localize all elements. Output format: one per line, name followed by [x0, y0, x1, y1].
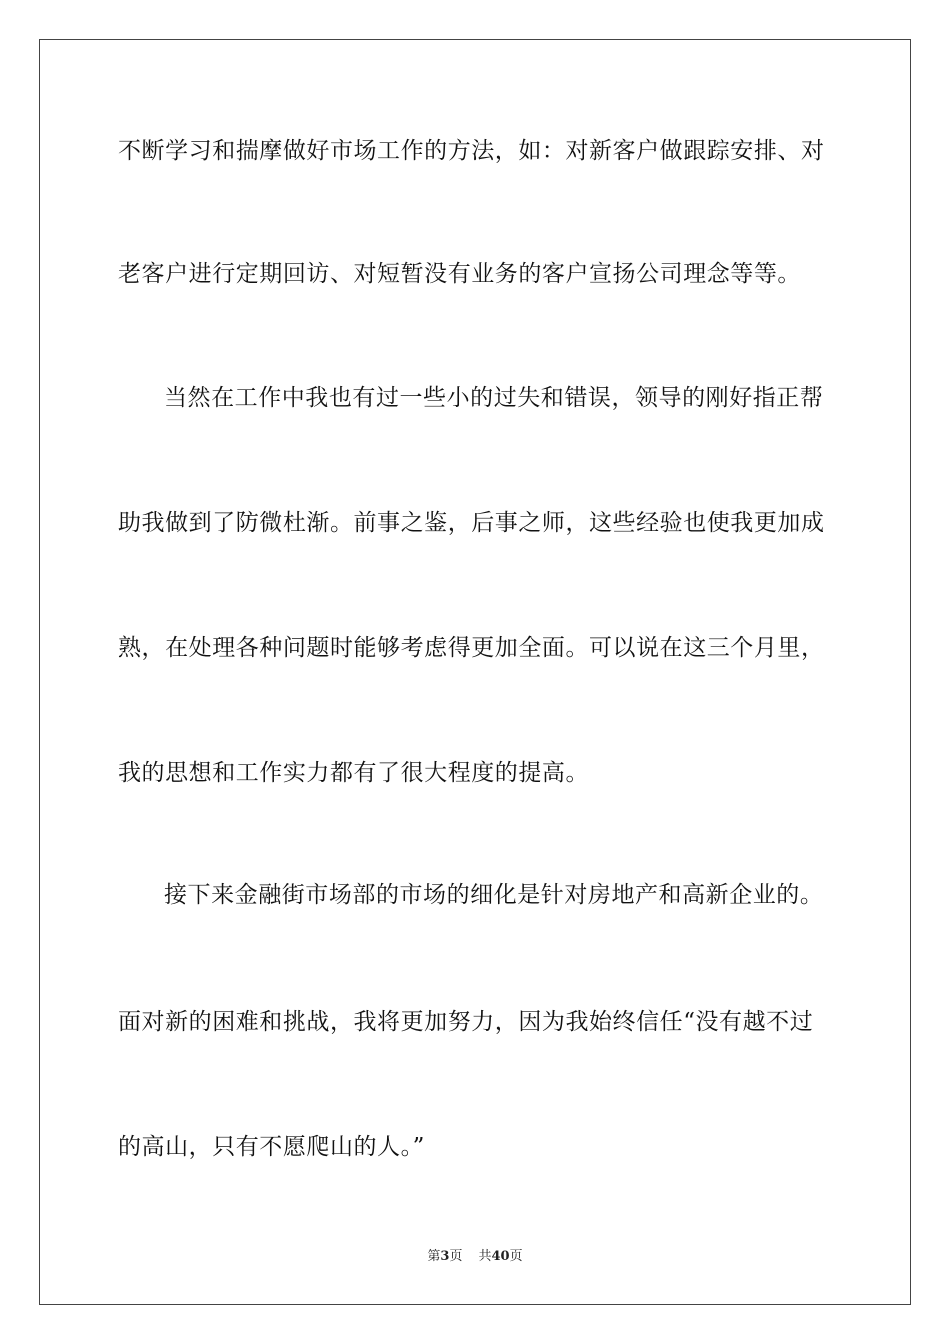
- paragraph-3-line-2: 面对新的困难和挑战，我将更加努力，因为我始终信任“没有越不过: [118, 1009, 814, 1035]
- page-label-suffix: 页: [449, 1249, 463, 1264]
- page-footer: [0, 1248, 950, 1266]
- total-page-count: 40: [491, 1249, 510, 1264]
- paragraph-3-line-3: 的高山，只有不愿爬山的人。”: [118, 1134, 425, 1160]
- paragraph-3-line-1: 接下来金融街市场部的市场的细化是针对房地产和高新企业的。: [164, 882, 824, 908]
- paragraph-2-line-2: 助我做到了防微杜渐。前事之鉴，后事之师，这些经验也使我更加成: [118, 510, 825, 536]
- page-border: [39, 39, 911, 1305]
- paragraph-2-line-3: 熟，在处理各种问题时能够考虑得更加全面。可以说在这三个月里，: [118, 635, 825, 661]
- total-label-suffix: 页: [509, 1249, 523, 1264]
- paragraph-2-line-4: 我的思想和工作实力都有了很大程度的提高。: [118, 760, 589, 786]
- paragraph-1-line-1: 不断学习和揣摩做好市场工作的方法，如：对新客户做跟踪安排、对: [118, 138, 825, 164]
- page-number: 3: [440, 1249, 450, 1264]
- paragraph-2-line-1: 当然在工作中我也有过一些小的过失和错误，领导的刚好指正帮: [164, 385, 824, 411]
- total-label-prefix: 共: [478, 1249, 492, 1264]
- page-label-prefix: 第: [427, 1249, 441, 1264]
- paragraph-1-line-2: 老客户进行定期回访、对短暂没有业务的客户宣扬公司理念等等。: [118, 261, 801, 287]
